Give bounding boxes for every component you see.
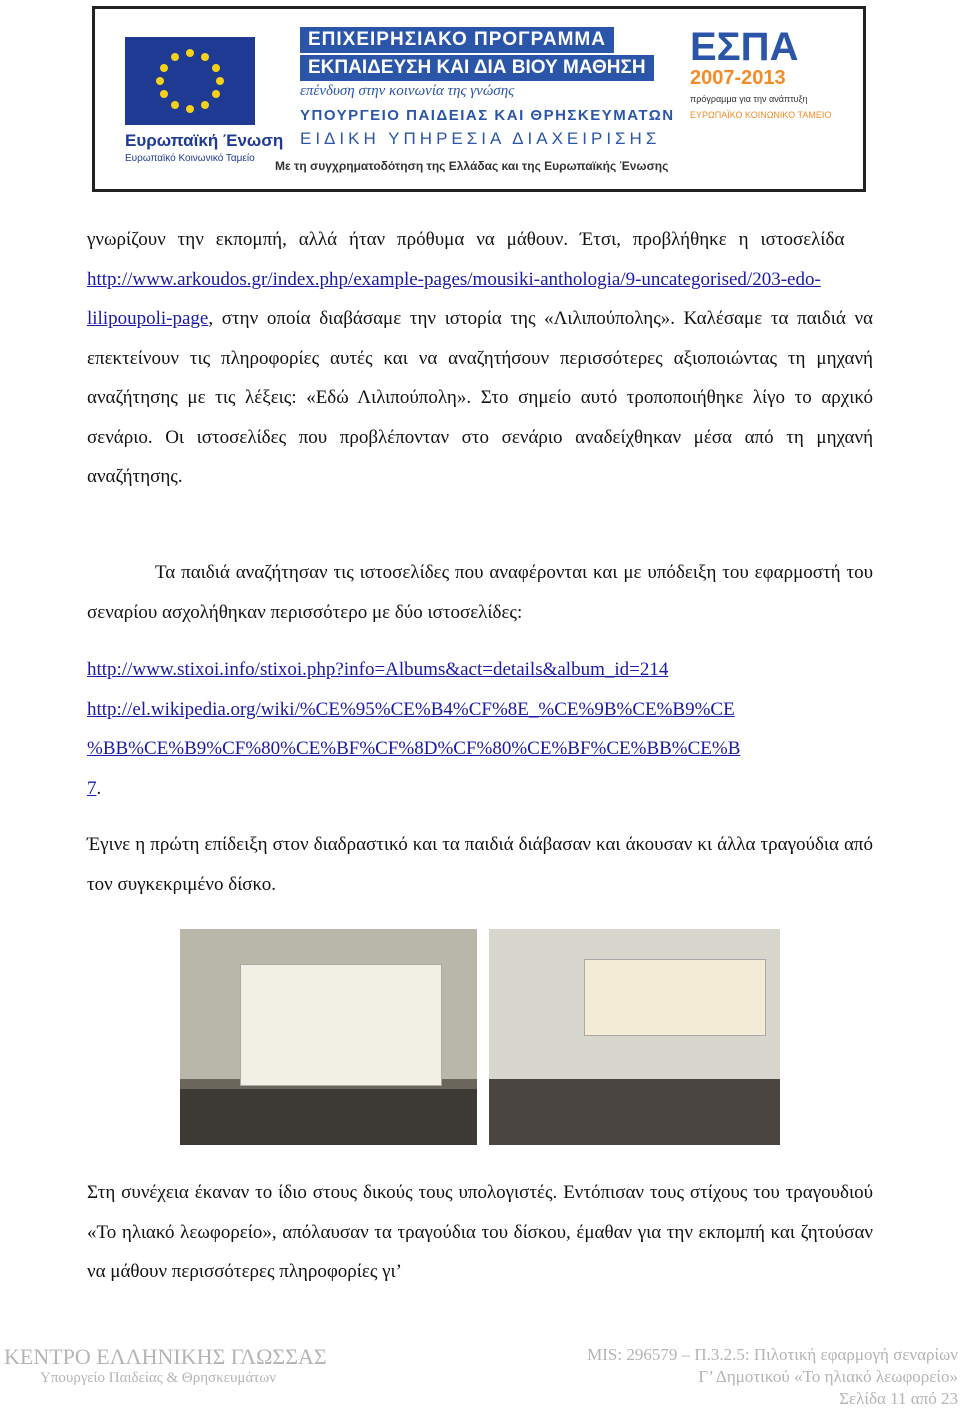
ministry-name: ΥΠΟΥΡΓΕΙΟ ΠΑΙΔΕΙΑΣ ΚΑΙ ΘΡΗΣΚΕΥΜΑΤΩΝ [300,107,675,124]
eu-name: Ευρωπαϊκή Ένωση [125,131,284,150]
wikipedia-link-line1[interactable]: http://el.wikipedia.org/wiki/%CE%95%CE%B4%CF%8E_%CE%9B%CE%B9%CE [87,698,735,720]
header-banner [92,6,866,192]
program-line2: ΕΚΠΑΙΔΕΥΣΗ ΚΑΙ ΔΙΑ ΒΙΟΥ ΜΑΘΗΣΗ [300,55,654,81]
footer-ministry: Υπουργείο Παιδείας & Θρησκευμάτων [40,1370,276,1386]
stixoi-link[interactable]: http://www.stixoi.info/stixoi.php?info=Albums&act=details&album_id=214 [87,659,669,680]
paragraph-2 [87,553,873,632]
footer-scenario: Γ’ Δημοτικού «Το ηλιακό λεωφορείο» [698,1367,958,1386]
wikipedia-link-line2[interactable]: %BB%CE%B9%CF%80%CE%BF%CF%8D%CF%80%CE%BF%CE%BB%CE%B [87,738,741,759]
eu-flag-icon [125,37,255,125]
espa-logo [690,27,850,147]
arkoudos-link[interactable]: http://www.arkoudos.gr/index.php/example-pages/mousiki-anthologia/9-uncategorised/203-edo-lilipoupoli-page [87,268,821,329]
footer-mis: MIS: 296579 – Π.3.2.5: Πιλοτική εφαρμογή σεναρίων [587,1345,958,1364]
links-block [87,650,873,808]
paragraph-1-text: γνωρίζουν την εκπομπή, αλλά ήταν πρόθυμα να μάθουν. Έτσι, προβλήθηκε η ιστοσελίδα [87,229,845,250]
classroom-photo-1 [180,929,477,1145]
footer-org: ΚΕΝΤΡΟ ΕΛΛΗΝΙΚΗΣ ΓΛΩΣΣΑΣ [4,1344,327,1369]
program-line1: ΕΠΙΧΕΙΡΗΣΙΑΚΟ ΠΡΟΓΡΑΜΜΑ [300,27,614,53]
paragraph-2-text: Τα παιδιά αναζήτησαν τις ιστοσελίδες που αναφέρονται και με υπόδειξη του εφαρμοστή του σεναρίου ασχολήθηκαν περισσότερο με δύο ιστοσελίδες: [87,562,873,623]
cofunding-note: Με τη συγχρηματοδότηση της Ελλάδας και της Ευρωπαϊκής Ένωσης [275,159,669,173]
footer-page-number: Σελίδα 11 από 23 [839,1389,958,1408]
management-service: ΕΙΔΙΚΗ ΥΠΗΡΕΣΙΑ ΔΙΑΧΕΙΡΙΣΗΣ [300,129,661,148]
classroom-photo-2 [489,929,780,1145]
espa-title: ΕΣΠΑ [690,25,799,69]
wikipedia-link-line3[interactable]: 7 [87,777,97,799]
espa-years: 2007-2013 [690,67,786,89]
espa-fund: ΕΥΡΩΠΑΪΚΟ ΚΟΙΝΩΝΙΚΟ ΤΑΜΕΙΟ [690,110,832,120]
paragraph-1 [87,220,873,497]
paragraph-1-text-cont: , στην οποία διαβάσαμε την ιστορία της «Λιλιπούπολης». Καλέσαμε τα παιδιά να επεκτείνουν τις πληροφορίες αυτές και να αναζητήσουν περισσότερες αξιοποιώντας τη μηχανή αναζήτησης με τις λέξεις: «Εδώ Λιλιπούπολη». Στο σημείο αυτό τροποποιήθηκε λίγο το αρχικό σενάριο. Οι ιστοσελίδες που προβλέπονταν στο σενάριο αναδείχθηκαν μέσα από τη μηχανή αναζήτησης. [87,308,873,487]
paragraph-4-text: Στη συνέχεια έκαναν το ίδιο στους δικούς τους υπολογιστές. Εντόπισαν τους στίχους του τραγουδιού «Το ηλιακό λεωφορείο», απόλαυσαν τα τραγούδια του δίσκου, έμαθαν για την εκπομπή και ζητούσαν να μάθουν περισσότερες πληροφορίες γι’ [87,1182,873,1282]
paragraph-3 [87,825,873,904]
paragraph-4 [87,1173,873,1292]
footer-right [587,1344,958,1410]
period: . [96,777,102,799]
eu-fund: Ευρωπαϊκό Κοινωνικό Ταμείο [125,153,255,164]
program-slogan: επένδυση στην κοινωνία της γνώσης [300,83,515,99]
espa-sub: πρόγραμμα για την ανάπτυξη [690,94,808,104]
paragraph-3-text: Έγινε η πρώτη επίδειξη στον διαδραστικό και τα παιδιά διάβασαν και άκουσαν κι άλλα τραγούδια από τον συγκεκριμένο δίσκο. [87,834,873,895]
